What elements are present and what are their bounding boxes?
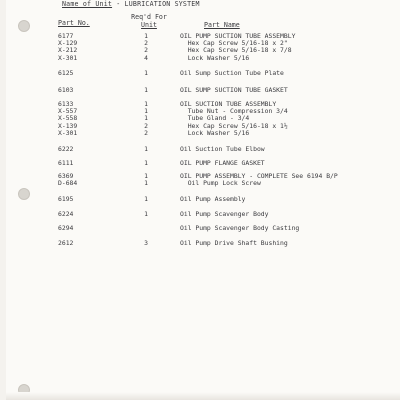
part-number-cell	[58, 196, 73, 203]
part-number-cell	[58, 70, 73, 77]
part-name: OIL PUMP ASSEMBLY - COMPLETE See 6194 B/P	[180, 172, 338, 180]
part-number: 6125	[58, 69, 74, 77]
quantity-cell	[141, 173, 151, 187]
part-number: 6369	[58, 172, 74, 180]
part-name: Oil Pump Drive Shaft Bushing	[180, 239, 288, 247]
part-name-cell	[180, 146, 265, 153]
part-name: Tube Nut - Compression 3/4	[180, 107, 288, 116]
part-number: X-301	[58, 128, 78, 137]
part-number: 6177	[58, 32, 74, 40]
part-number-cell	[58, 101, 77, 137]
unit-value: - LUBRICATION SYSTEM	[116, 0, 200, 8]
part-name-cell	[180, 33, 295, 62]
part-name-cell	[180, 101, 288, 137]
part-number: 6133	[58, 100, 74, 108]
column-header-reqd-line1: Req'd For	[131, 13, 167, 21]
quantity: 2	[144, 46, 148, 55]
part-name: Oil Suction Tube Elbow	[180, 145, 265, 153]
part-name: Hex Cap Screw 5/16-18 x 1½	[180, 121, 288, 130]
part-number: 6103	[58, 86, 74, 94]
quantity: 1	[144, 195, 148, 203]
part-number-cell	[58, 225, 73, 232]
document-page	[6, 0, 400, 400]
unit-label: Name of Unit	[62, 0, 113, 8]
part-number: 2612	[58, 239, 74, 247]
part-name-cell	[180, 70, 284, 77]
quantity: 3	[144, 239, 148, 247]
column-header-reqd	[124, 14, 174, 29]
quantity: 1	[144, 145, 148, 153]
quantity-cell	[141, 33, 151, 62]
part-number: X-212	[58, 46, 78, 55]
punch-hole	[18, 188, 30, 200]
part-number-cell	[58, 160, 73, 167]
part-name: Oil Sump Suction Tube Plate	[180, 69, 284, 77]
column-header-reqd-line2: Unit	[141, 20, 157, 29]
quantity-cell	[141, 146, 151, 153]
quantity-cell	[141, 101, 151, 137]
quantity: 1	[144, 100, 148, 108]
part-name: OIL SUMP SUCTION TUBE GASKET	[180, 86, 288, 94]
quantity: 1	[144, 107, 148, 116]
part-name-cell	[180, 240, 288, 247]
quantity-cell	[141, 196, 151, 203]
quantity: 1	[144, 114, 148, 123]
column-header-part-name: Part Name	[204, 21, 240, 29]
part-name: OIL PUMP SUCTION TUBE ASSEMBLY	[180, 32, 296, 40]
part-name: Oil Pump Lock Screw	[180, 179, 261, 188]
part-number: D-684	[58, 179, 78, 188]
part-name-cell	[180, 196, 245, 203]
quantity-cell	[141, 225, 151, 232]
part-name: Oil Pump Assembly	[180, 195, 246, 203]
quantity: 1	[144, 32, 148, 40]
part-number: 6294	[58, 224, 74, 232]
part-name: Lock Washer 5/16	[180, 53, 250, 62]
part-name-cell	[180, 211, 269, 218]
part-number-cell	[58, 146, 73, 153]
quantity-cell	[141, 160, 151, 167]
part-number: 6222	[58, 145, 74, 153]
part-number: 6195	[58, 195, 74, 203]
quantity: 1	[144, 159, 148, 167]
part-name: OIL SUCTION TUBE ASSEMBLY	[180, 100, 277, 108]
page-edge	[6, 392, 400, 400]
quantity: 1	[144, 172, 148, 180]
quantity: 1	[144, 179, 148, 188]
quantity-cell	[141, 211, 151, 218]
part-number: X-557	[58, 107, 78, 116]
part-name-cell	[180, 87, 288, 94]
column-header-part-no: Part No.	[58, 19, 90, 27]
quantity-cell	[141, 240, 151, 247]
part-number-cell	[58, 33, 77, 62]
part-number-cell	[58, 87, 73, 94]
part-number-cell	[58, 173, 77, 187]
unit-header	[62, 0, 200, 8]
quantity	[141, 225, 151, 232]
part-name: Lock Washer 5/16	[180, 128, 250, 137]
part-name: OIL PUMP FLANGE GASKET	[180, 159, 265, 167]
part-name-cell	[180, 160, 265, 167]
quantity: 4	[144, 53, 148, 62]
part-name-cell	[180, 173, 338, 187]
part-name: Oil Pump Scavenger Body Casting	[180, 224, 300, 232]
part-number: X-301	[58, 53, 78, 62]
part-number-cell	[58, 240, 73, 247]
part-name-cell	[180, 225, 299, 232]
part-name: Hex Cap Screw 5/16-18 x 7/8	[180, 46, 292, 55]
part-number: 6224	[58, 210, 74, 218]
part-name: Oil Pump Scavenger Body	[180, 210, 269, 218]
quantity-cell	[141, 87, 151, 94]
quantity-cell	[141, 70, 151, 77]
part-number: 6111	[58, 159, 74, 167]
part-number: X-129	[58, 39, 78, 48]
quantity: 1	[144, 210, 148, 218]
quantity: 1	[144, 86, 148, 94]
part-number: X-139	[58, 121, 78, 130]
quantity: 2	[144, 121, 148, 130]
part-number-cell	[58, 211, 73, 218]
part-name: Tube Gland - 3/4	[180, 114, 250, 123]
punch-hole	[18, 20, 30, 32]
part-name: Hex Cap Screw 5/16-18 x 2"	[180, 39, 288, 48]
quantity: 2	[144, 128, 148, 137]
part-number: X-558	[58, 114, 78, 123]
quantity: 2	[144, 39, 148, 48]
quantity: 1	[144, 69, 148, 77]
